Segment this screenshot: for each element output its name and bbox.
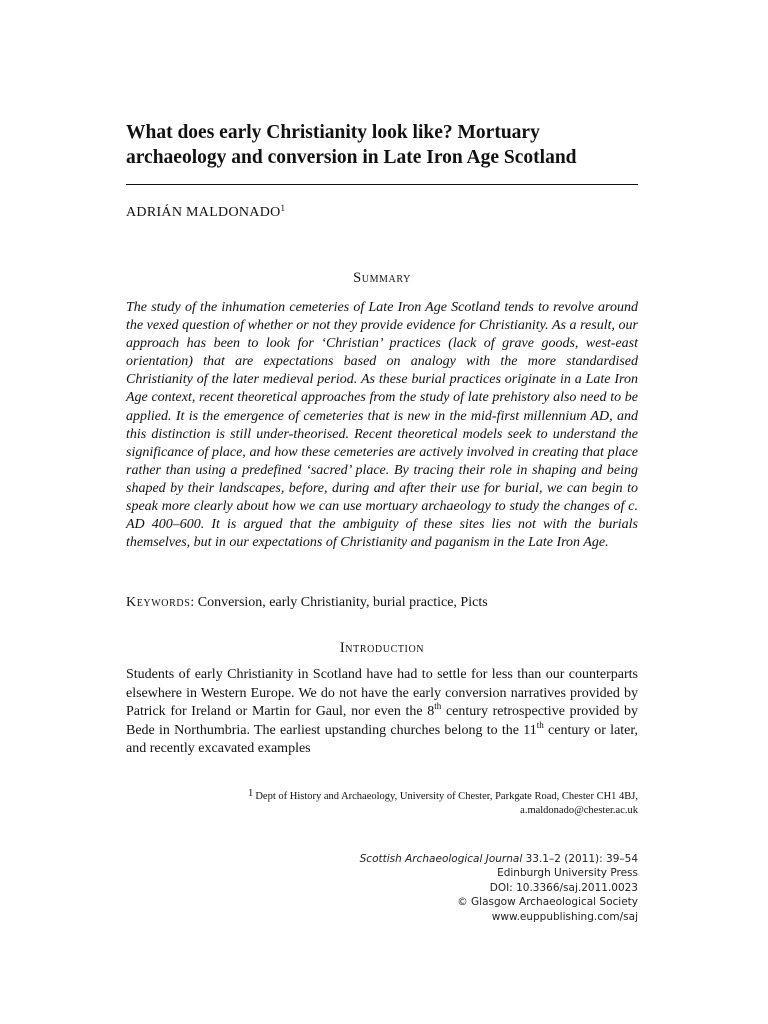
author-name: ADRIÁN MALDONADO <box>126 205 281 220</box>
keywords-label: Keywords <box>126 595 191 610</box>
intro-text-2: century retrospective provided by Bede in Northumbria. The earliest upstanding churches belong to the 11 <box>126 704 638 738</box>
keywords-line <box>126 595 638 611</box>
summary-heading: Summary <box>353 270 411 286</box>
doi: DOI: 10.3366/saj.2011.0023 <box>489 881 638 894</box>
journal-volume-pages: 33.1–2 (2011): 39–54 <box>522 853 638 865</box>
footnote-email: a.maldonado@chester.ac.uk <box>520 805 638 816</box>
introduction-heading: Introduction <box>339 640 425 656</box>
footnote-mark: 1 <box>247 787 254 799</box>
publisher-url: www.euppublishing.com/saj <box>491 910 638 923</box>
journal-citation <box>238 852 638 866</box>
author-footnote <box>184 786 638 818</box>
author-footnote-ref: 1 <box>280 203 286 213</box>
title-rule <box>126 184 638 185</box>
journal-page <box>126 0 638 1024</box>
abstract-text: The study of the inhumation cemeteries of Late Iron Age Scotland tends to revolve around the vexed question of whether or not they provide evidence for Christianity. As a result, our approach has been to look for ‘Christian’ practices (lack of grave goods, west-east orientation) that are expectations based on analogy with the more standardised Christianity of the later medieval period. As these burial practices originate in a Late Iron Age context, recent theoretical approaches from the study of late prehistory also need to be applied. It is the emergence of cemeteries that is new in the mid-first millennium AD, and this distinction is still under-theorised. Recent theoretical models seek to understand the significance of place, and how these cemeteries are actively involved in creating that place rather than using a predefined ‘sacred’ place. By tracing their role in shaping and being shaped by their landscapes, before, during and after their use for burial, we can begin to speak more clearly about how we can use mortuary archaeology to study the changes of c. AD 400–600. It is argued that the ambiguity of these sites lies not with the burials themselves, but in our expectations of Christianity and paganism in the Late Iron Age. <box>126 300 638 551</box>
intro-sup-1: th <box>434 701 442 712</box>
publisher: Edinburgh University Press <box>497 867 638 880</box>
journal-name: Scottish Archaeological Journal <box>359 853 523 865</box>
publication-info <box>238 852 638 924</box>
intro-text-1: Students of early Christianity in Scotland have had to settle for less than our counterparts elsewhere in Western Europe. We do not have the early conversion narratives provided by Patrick for Ireland or Martin for Gaul, nor even the 8 <box>126 667 638 720</box>
intro-sup-2: th <box>536 719 544 730</box>
keywords-text: Conversion, early Christianity, burial practice, Picts <box>197 595 488 610</box>
author-line <box>126 203 285 221</box>
footnote-affiliation: Dept of History and Archaeology, University of Chester, Parkgate Road, Chester CH1 4BJ, <box>255 791 638 802</box>
introduction-paragraph <box>126 666 638 759</box>
keywords-separator: : <box>190 595 198 610</box>
article-title: What does early Christianity look like? Mortuary archaeology and conversion in Late Iron Age Scotland <box>126 122 577 168</box>
intro-text-3: century or later, and recently excavated examples <box>126 722 638 757</box>
copyright: © Glasgow Archaeological Society <box>457 896 638 909</box>
